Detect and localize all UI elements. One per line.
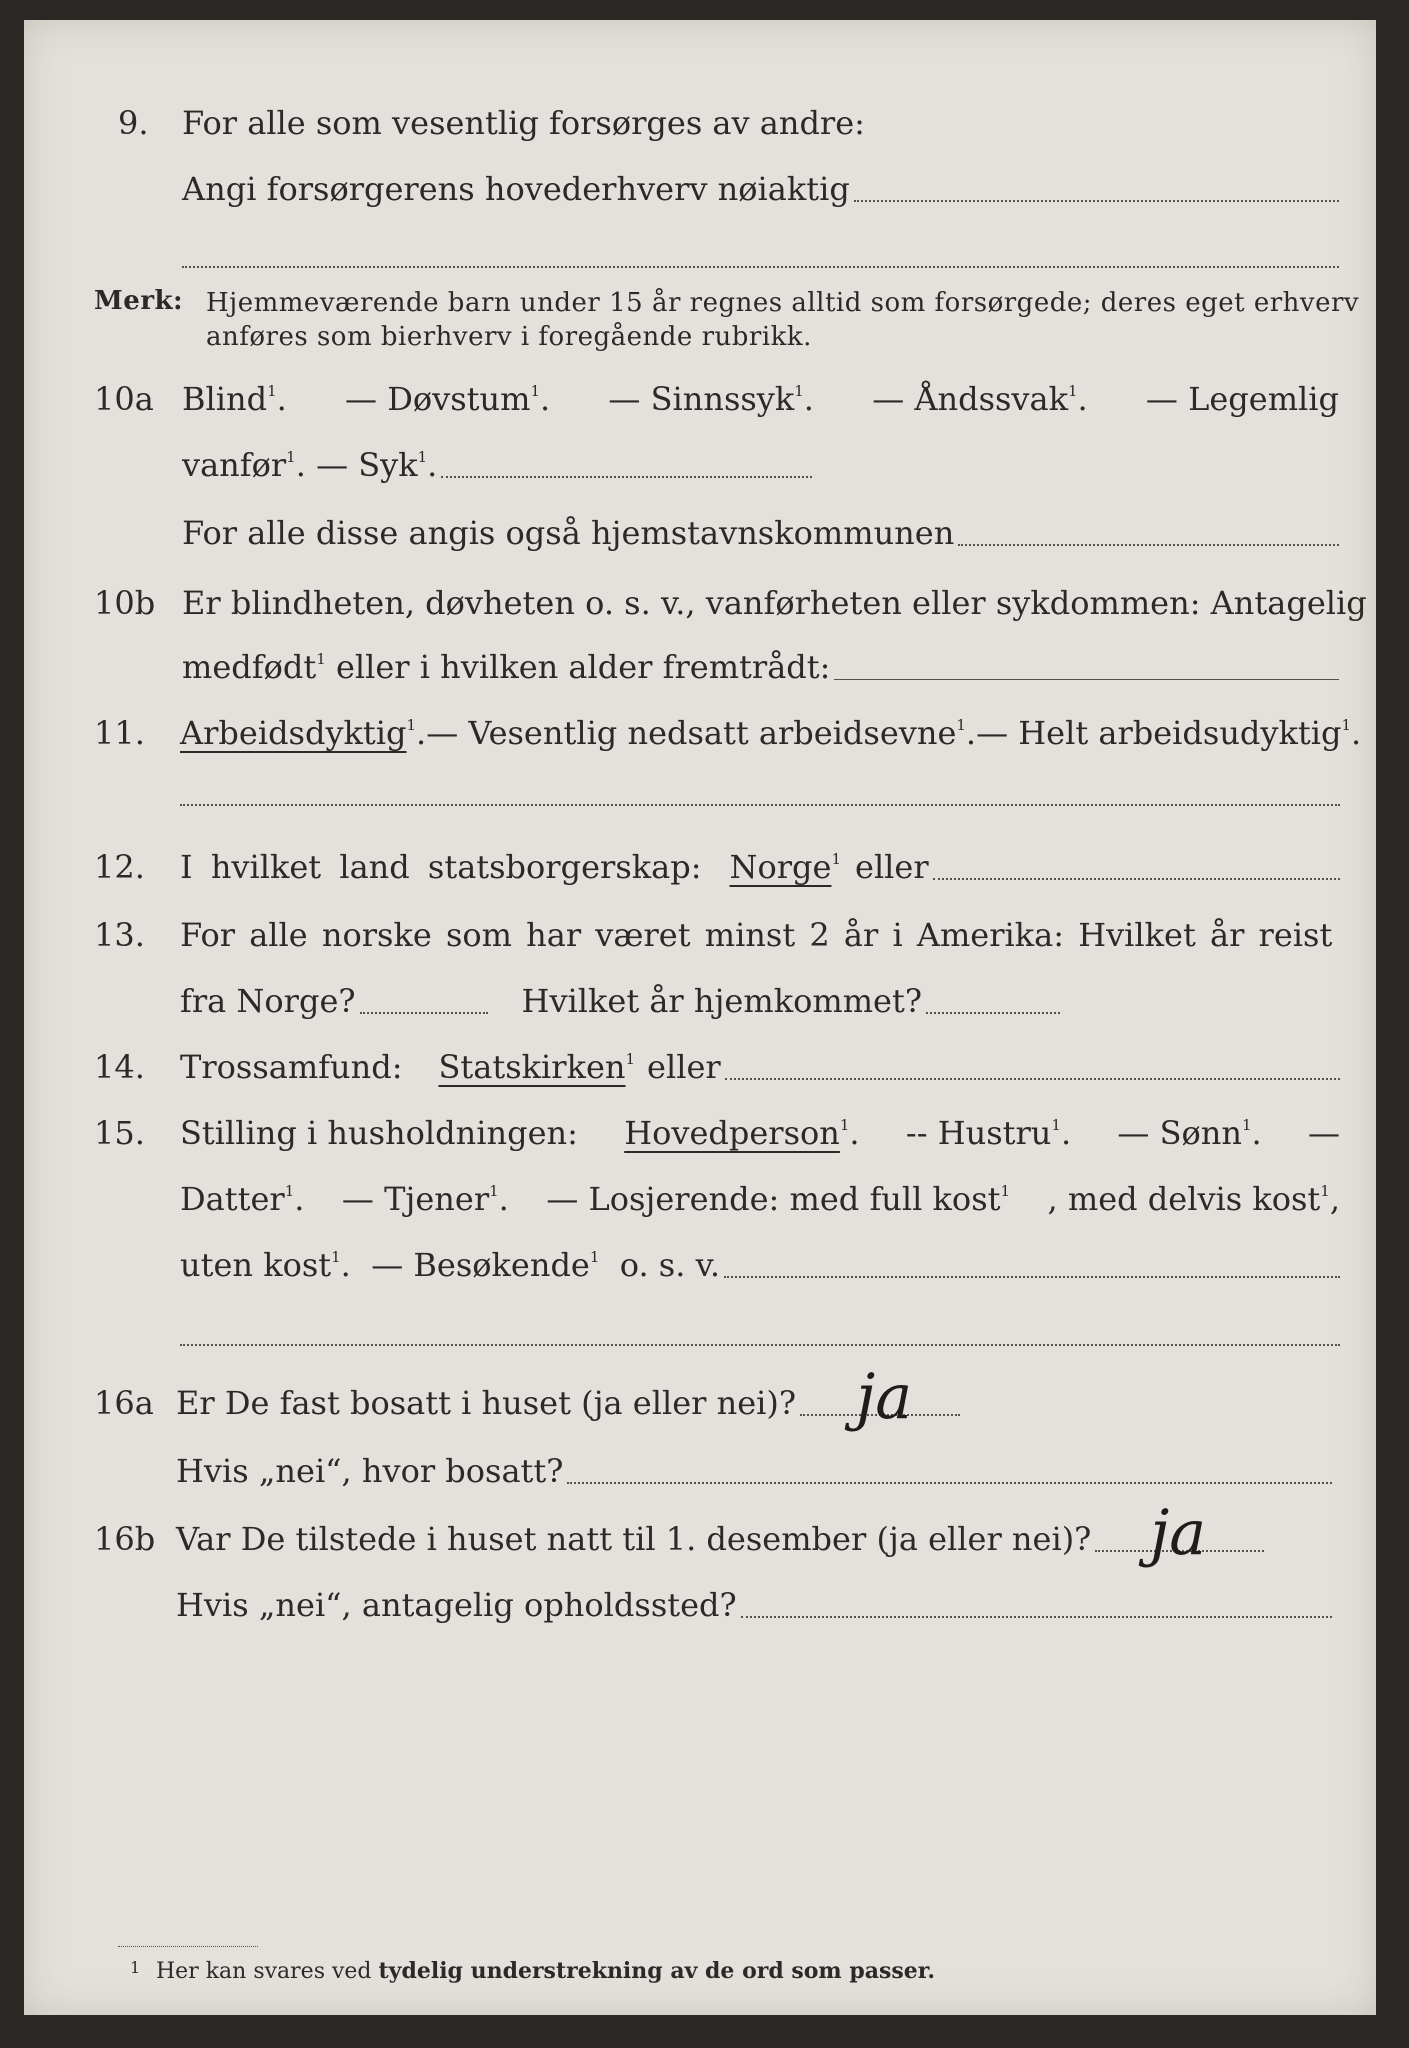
q16b-number: 16b	[94, 1520, 156, 1558]
q10a-line3	[182, 514, 1339, 552]
option-statskirken[interactable]: Statskirken$^1$	[438, 1048, 636, 1086]
option-arbeidsudyktig[interactable]: — Helt arbeidsudyktig$^1$.	[976, 714, 1362, 752]
q11-line	[180, 714, 1362, 752]
q16b-line1	[176, 1520, 1264, 1558]
option-uten-kost[interactable]: uten kost$^1$.	[180, 1246, 372, 1284]
q13-text: For alle norske som har været minst 2 år i Amerika: Hvilket år reist	[180, 916, 1333, 954]
q15-dash: —	[1308, 1114, 1340, 1152]
option-syk[interactable]: — Syk$^1$.	[316, 446, 438, 484]
q9-provider-label: Angi forsørgerens hovederhverv nøiaktig	[182, 170, 850, 208]
q9-line1	[182, 104, 865, 142]
q16a-question: Er De fast bosatt i huset (ja eller nei)?	[176, 1384, 797, 1422]
q10b-line2	[182, 648, 1339, 686]
option-besokende[interactable]: — Besøkende$^1$	[371, 1246, 600, 1284]
q9-text: For alle som vesentlig forsørges av andre:	[182, 104, 865, 142]
q15-other-field[interactable]	[724, 1276, 1340, 1278]
q16a-line1	[176, 1384, 960, 1422]
option-sinnssyk[interactable]: — Sinnssyk$^1$.	[608, 380, 814, 418]
q16a-line2	[176, 1452, 1332, 1490]
q10a-number: 10a	[94, 380, 154, 418]
option-norge[interactable]: Norge$^1$	[729, 848, 841, 886]
option-hovedperson[interactable]: Hovedperson$^1$.	[624, 1114, 860, 1152]
option-delvis-kost[interactable]: , med delvis kost$^1$,	[1047, 1180, 1340, 1218]
q16b-whereabouts-label: Hvis „nei“, antagelig opholdssted?	[176, 1586, 737, 1624]
q10b-number: 10b	[94, 584, 156, 622]
option-vanfor[interactable]: vanfør$^1$.	[182, 446, 317, 484]
option-nedsatt-arbeidsevne[interactable]: — Vesentlig nedsatt arbeidsevne$^1$.	[426, 714, 977, 752]
q10b-age-field[interactable]	[834, 679, 1339, 680]
q15-extra-line[interactable]	[180, 1344, 1340, 1346]
footnote-plain: Her kan svares ved	[156, 1959, 372, 1984]
footnote-mark: 1	[130, 1958, 141, 1977]
q12-country-field[interactable]	[933, 878, 1340, 880]
q10a-syk-field[interactable]	[441, 476, 812, 478]
q9-number: 9.	[118, 104, 149, 142]
option-full-kost[interactable]: — Losjerende: med full kost$^1$	[546, 1180, 1011, 1218]
q11-number: 11.	[94, 714, 145, 752]
q15-line1	[180, 1114, 1340, 1152]
q12-eller: eller	[855, 848, 929, 886]
q13-returned-field[interactable]	[926, 1012, 1060, 1014]
q10a-home-municipality-field[interactable]	[958, 544, 1339, 546]
q16a-number: 16a	[94, 1384, 154, 1422]
option-tjener[interactable]: — Tjener$^1$.	[341, 1180, 509, 1218]
q14-faith-field[interactable]	[725, 1078, 1340, 1080]
footnote-rule	[118, 1946, 258, 1947]
q13-line1	[180, 916, 1340, 954]
option-andssvak[interactable]: — Åndssvak$^1$.	[872, 380, 1088, 418]
q10b-age-label: eller i hvilken alder fremtrådt:	[335, 648, 831, 686]
q12-text: I hvilket land statsborgerskap:	[180, 848, 702, 886]
q16a-where-label: Hvis „nei“, hvor bosatt?	[176, 1452, 564, 1490]
q12-line	[180, 848, 1340, 886]
footnote-bold: tydelig understrekning av de ord som passer.	[378, 1958, 936, 1984]
q13-line2	[180, 982, 1060, 1020]
q15-number: 15.	[94, 1114, 145, 1152]
merk-line2: anføres som bierhverv i foregående rubrikk.	[206, 322, 812, 352]
option-legemlig[interactable]: — Legemlig	[1145, 380, 1339, 418]
q16b-line2	[176, 1586, 1332, 1624]
q16b-handwritten-answer: ja	[1150, 1496, 1207, 1569]
option-blind[interactable]: Blind$^1$.	[182, 380, 287, 418]
option-hustru[interactable]: -- Hustru$^1$.	[905, 1114, 1072, 1152]
q16a-handwritten-answer: ja	[856, 1360, 913, 1433]
q12-number: 12.	[94, 848, 145, 886]
q16b-question: Var De tilstede i huset natt til 1. desember (ja eller nei)?	[176, 1520, 1092, 1558]
q14-eller: eller	[647, 1048, 721, 1086]
q14-line	[180, 1048, 1340, 1086]
option-datter[interactable]: Datter$^1$.	[180, 1180, 305, 1218]
q10b-line1	[182, 584, 1367, 622]
q15-line3	[180, 1246, 1340, 1284]
q15-text: Stilling i husholdningen:	[180, 1114, 578, 1152]
q16a-where-field[interactable]	[567, 1482, 1332, 1484]
q13-number: 13.	[94, 916, 145, 954]
q9-provider-field[interactable]	[854, 200, 1339, 202]
q11-extra-line[interactable]	[180, 804, 1340, 806]
q13-returned-label: Hvilket år hjemkommet?	[521, 982, 922, 1020]
option-dovstum[interactable]: — Døvstum$^1$.	[345, 380, 551, 418]
q13-left-norway-label: fra Norge?	[180, 982, 356, 1020]
q10a-home-municipality-label: For alle disse angis også hjemstavnskommunen	[182, 514, 955, 552]
q15-osv: o. s. v.	[619, 1246, 721, 1284]
q14-text: Trossamfund:	[180, 1048, 403, 1086]
q14-number: 14.	[94, 1048, 145, 1086]
footnote-text	[156, 1958, 935, 1984]
option-sonn[interactable]: — Sønn$^1$.	[1117, 1114, 1262, 1152]
q9-line2	[182, 170, 1339, 208]
merk-label: Merk:	[94, 286, 184, 316]
option-arbeidsdyktig[interactable]: Arbeidsdyktig$^1$.	[180, 714, 427, 752]
option-medfodt[interactable]: medfødt$^1$	[182, 648, 326, 686]
q10a-line1	[182, 380, 1339, 418]
q16b-whereabouts-field[interactable]	[741, 1616, 1332, 1618]
q10b-text: Er blindheten, døvheten o. s. v., vanførheten eller sykdommen: Antagelig	[182, 584, 1367, 622]
q15-line2	[180, 1180, 1340, 1218]
q10a-line2	[182, 446, 812, 484]
merk-line1: Hjemmeværende barn under 15 år regnes alltid som forsørgede; deres eget erhverv	[206, 288, 1360, 318]
q13-left-norway-field[interactable]	[360, 1012, 488, 1014]
q9-extra-line[interactable]	[182, 266, 1339, 268]
